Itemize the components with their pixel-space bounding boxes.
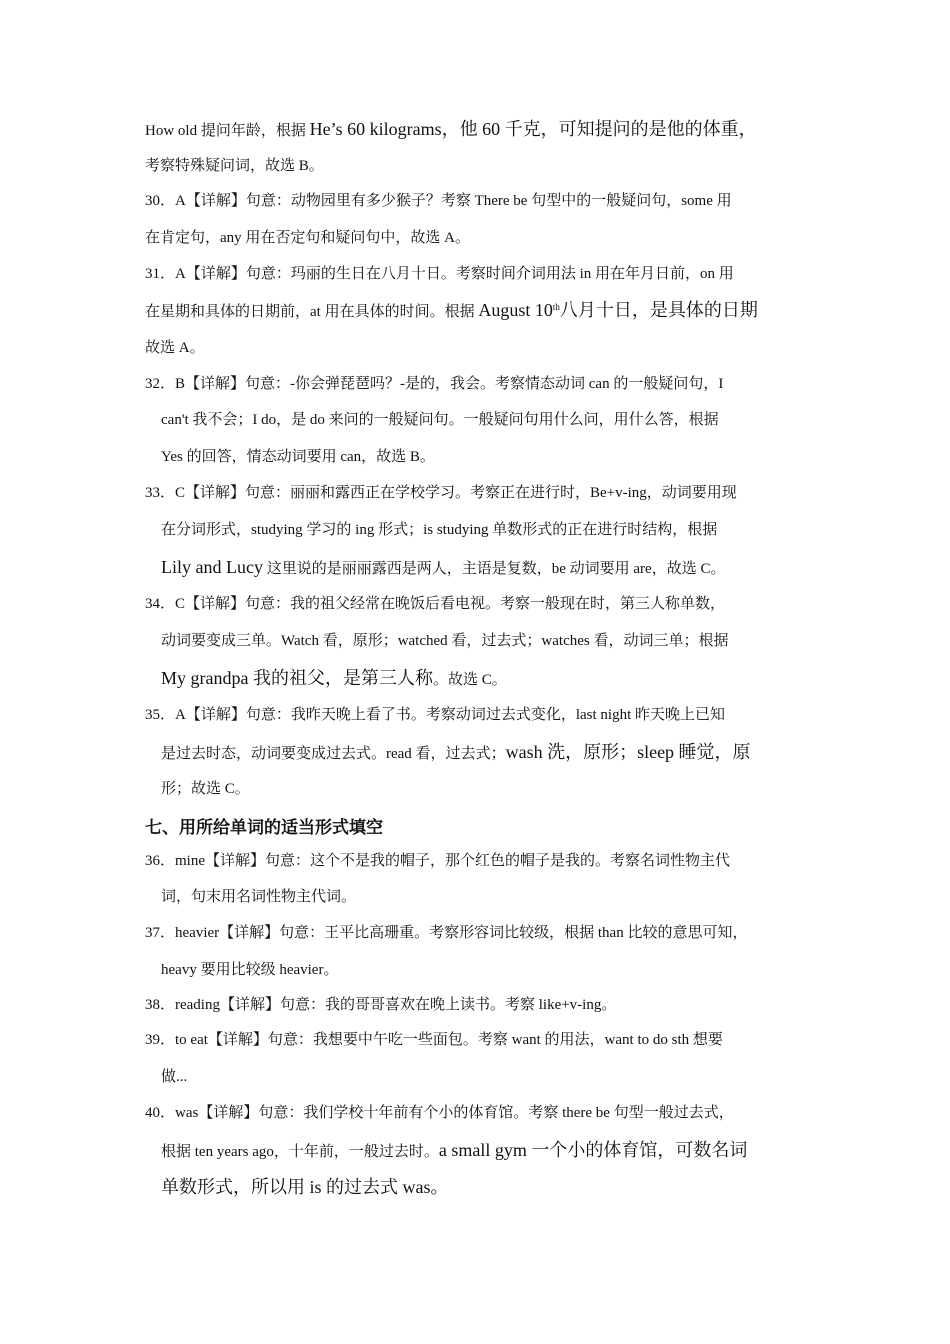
answer-36-line-2: 词，句末用名词性物主代词。 bbox=[161, 889, 357, 905]
answer-32-line-1: 32．B【详解】句意：-你会弹琵琶吗？-是的，我会。考察情态动词 can 的一般疑问句，I bbox=[145, 376, 724, 392]
text-span: 这里说的是丽丽露西是两人，主语是复数，be 动词要用 are，故选 C。 bbox=[262, 561, 726, 577]
text-span: 根据 ten years ago，十年前，一般过去时。 bbox=[161, 1144, 439, 1160]
text-line: 考察特殊疑问词，故选 B。 bbox=[145, 158, 324, 174]
answer-30-line-2: 在肯定句，any 用在否定句和疑问句中，故选 A。 bbox=[145, 230, 470, 246]
answer-37-line-1: 37．heavier【详解】句意：王平比高珊重。考察形容词比较级，根据 than 比较的意思可知， bbox=[145, 925, 748, 941]
section-heading: 七、用所给单词的适当形式填空 bbox=[145, 818, 383, 838]
answer-33-line-1: 33．C【详解】句意：丽丽和露西正在学校学习。考察正在进行时，Be+v-ing，动词要用现 bbox=[145, 485, 737, 501]
answer-40-line-2 bbox=[161, 1139, 747, 1163]
superscript: th bbox=[552, 302, 560, 312]
text-span: August 10 bbox=[478, 300, 553, 320]
answer-36-line-1: 36．mine【详解】句意：这个不是我的帽子，那个红色的帽子是我的。考察名词性物主代 bbox=[145, 853, 730, 869]
text-span: My grandpa 我的祖父，是第三人称 bbox=[161, 668, 433, 688]
answer-33-line-2: 在分词形式，studying 学习的 ing 形式；is studying 单数形式的正在进行时结构，根据 bbox=[161, 522, 718, 538]
text-span: He’s 60 kilograms，他 60 千克，可知提问的是他的体重， bbox=[309, 119, 757, 139]
answer-38-line-1: 38．reading【详解】句意：我的哥哥喜欢在晚上读书。考察 like+v-ing。 bbox=[145, 997, 617, 1013]
answer-35-line-1: 35．A【详解】句意：我昨天晚上看了书。考察动词过去式变化，last night 昨天晚上已知 bbox=[145, 707, 726, 723]
text-span: 八月十日，是具体的日期 bbox=[559, 300, 758, 320]
text-line bbox=[145, 118, 757, 142]
answer-40-line-1: 40．was【详解】句意：我们学校十年前有个小的体育馆。考察 there be 句型一般过去式， bbox=[145, 1105, 734, 1121]
text-span: wash 洗，原形；sleep 睡觉，原 bbox=[505, 742, 751, 762]
text-span: 在星期和具体的日期前，at 用在具体的时间。根据 bbox=[145, 304, 479, 320]
text-span: How old 提问年龄，根据 bbox=[145, 123, 310, 139]
answer-33-line-3 bbox=[161, 556, 725, 580]
answer-32-line-3: Yes 的回答，情态动词要用 can，故选 B。 bbox=[161, 449, 435, 465]
answer-34-line-3 bbox=[161, 667, 507, 691]
answer-39-line-1: 39．to eat【详解】句意：我想要中午吃一些面包。考察 want 的用法，want to do sth 想要 bbox=[145, 1032, 723, 1048]
answer-39-line-2: 做... bbox=[161, 1069, 188, 1085]
text-span: Lily and Lucy bbox=[161, 557, 263, 577]
answer-31-line-3: 故选 A。 bbox=[145, 340, 205, 356]
answer-34-line-2: 动词要变成三单。Watch 看，原形；watched 看，过去式；watches 看，动词三单；根据 bbox=[161, 633, 729, 649]
answer-35-line-2 bbox=[161, 741, 751, 765]
answer-31-line-1: 31．A【详解】句意：玛丽的生日在八月十日。考察时间介词用法 in 用在年月日前，on 用 bbox=[145, 266, 734, 282]
answer-37-line-2: heavy 要用比较级 heavier。 bbox=[161, 962, 339, 978]
answer-30-line-1: 30．A【详解】句意：动物园里有多少猴子？考察 There be 句型中的一般疑问句，some 用 bbox=[145, 193, 732, 209]
answer-40-line-3: 单数形式，所以用 is 的过去式 was。 bbox=[161, 1177, 449, 1197]
answer-31-line-2 bbox=[145, 299, 758, 323]
text-span: a small gym 一个小的体育馆，可数名词 bbox=[438, 1140, 748, 1160]
text-span: 。故选 C。 bbox=[432, 672, 507, 688]
answer-32-line-2: can't 我不会；I do，是 do 来问的一般疑问句。一般疑问句用什么问，用什么答，根据 bbox=[161, 412, 719, 428]
text-span: 是过去时态，动词要变成过去式。read 看，过去式； bbox=[161, 746, 506, 762]
answer-35-line-3: 形；故选 C。 bbox=[161, 781, 250, 797]
answer-34-line-1: 34．C【详解】句意：我的祖父经常在晚饭后看电视。考察一般现在时，第三人称单数， bbox=[145, 596, 726, 612]
